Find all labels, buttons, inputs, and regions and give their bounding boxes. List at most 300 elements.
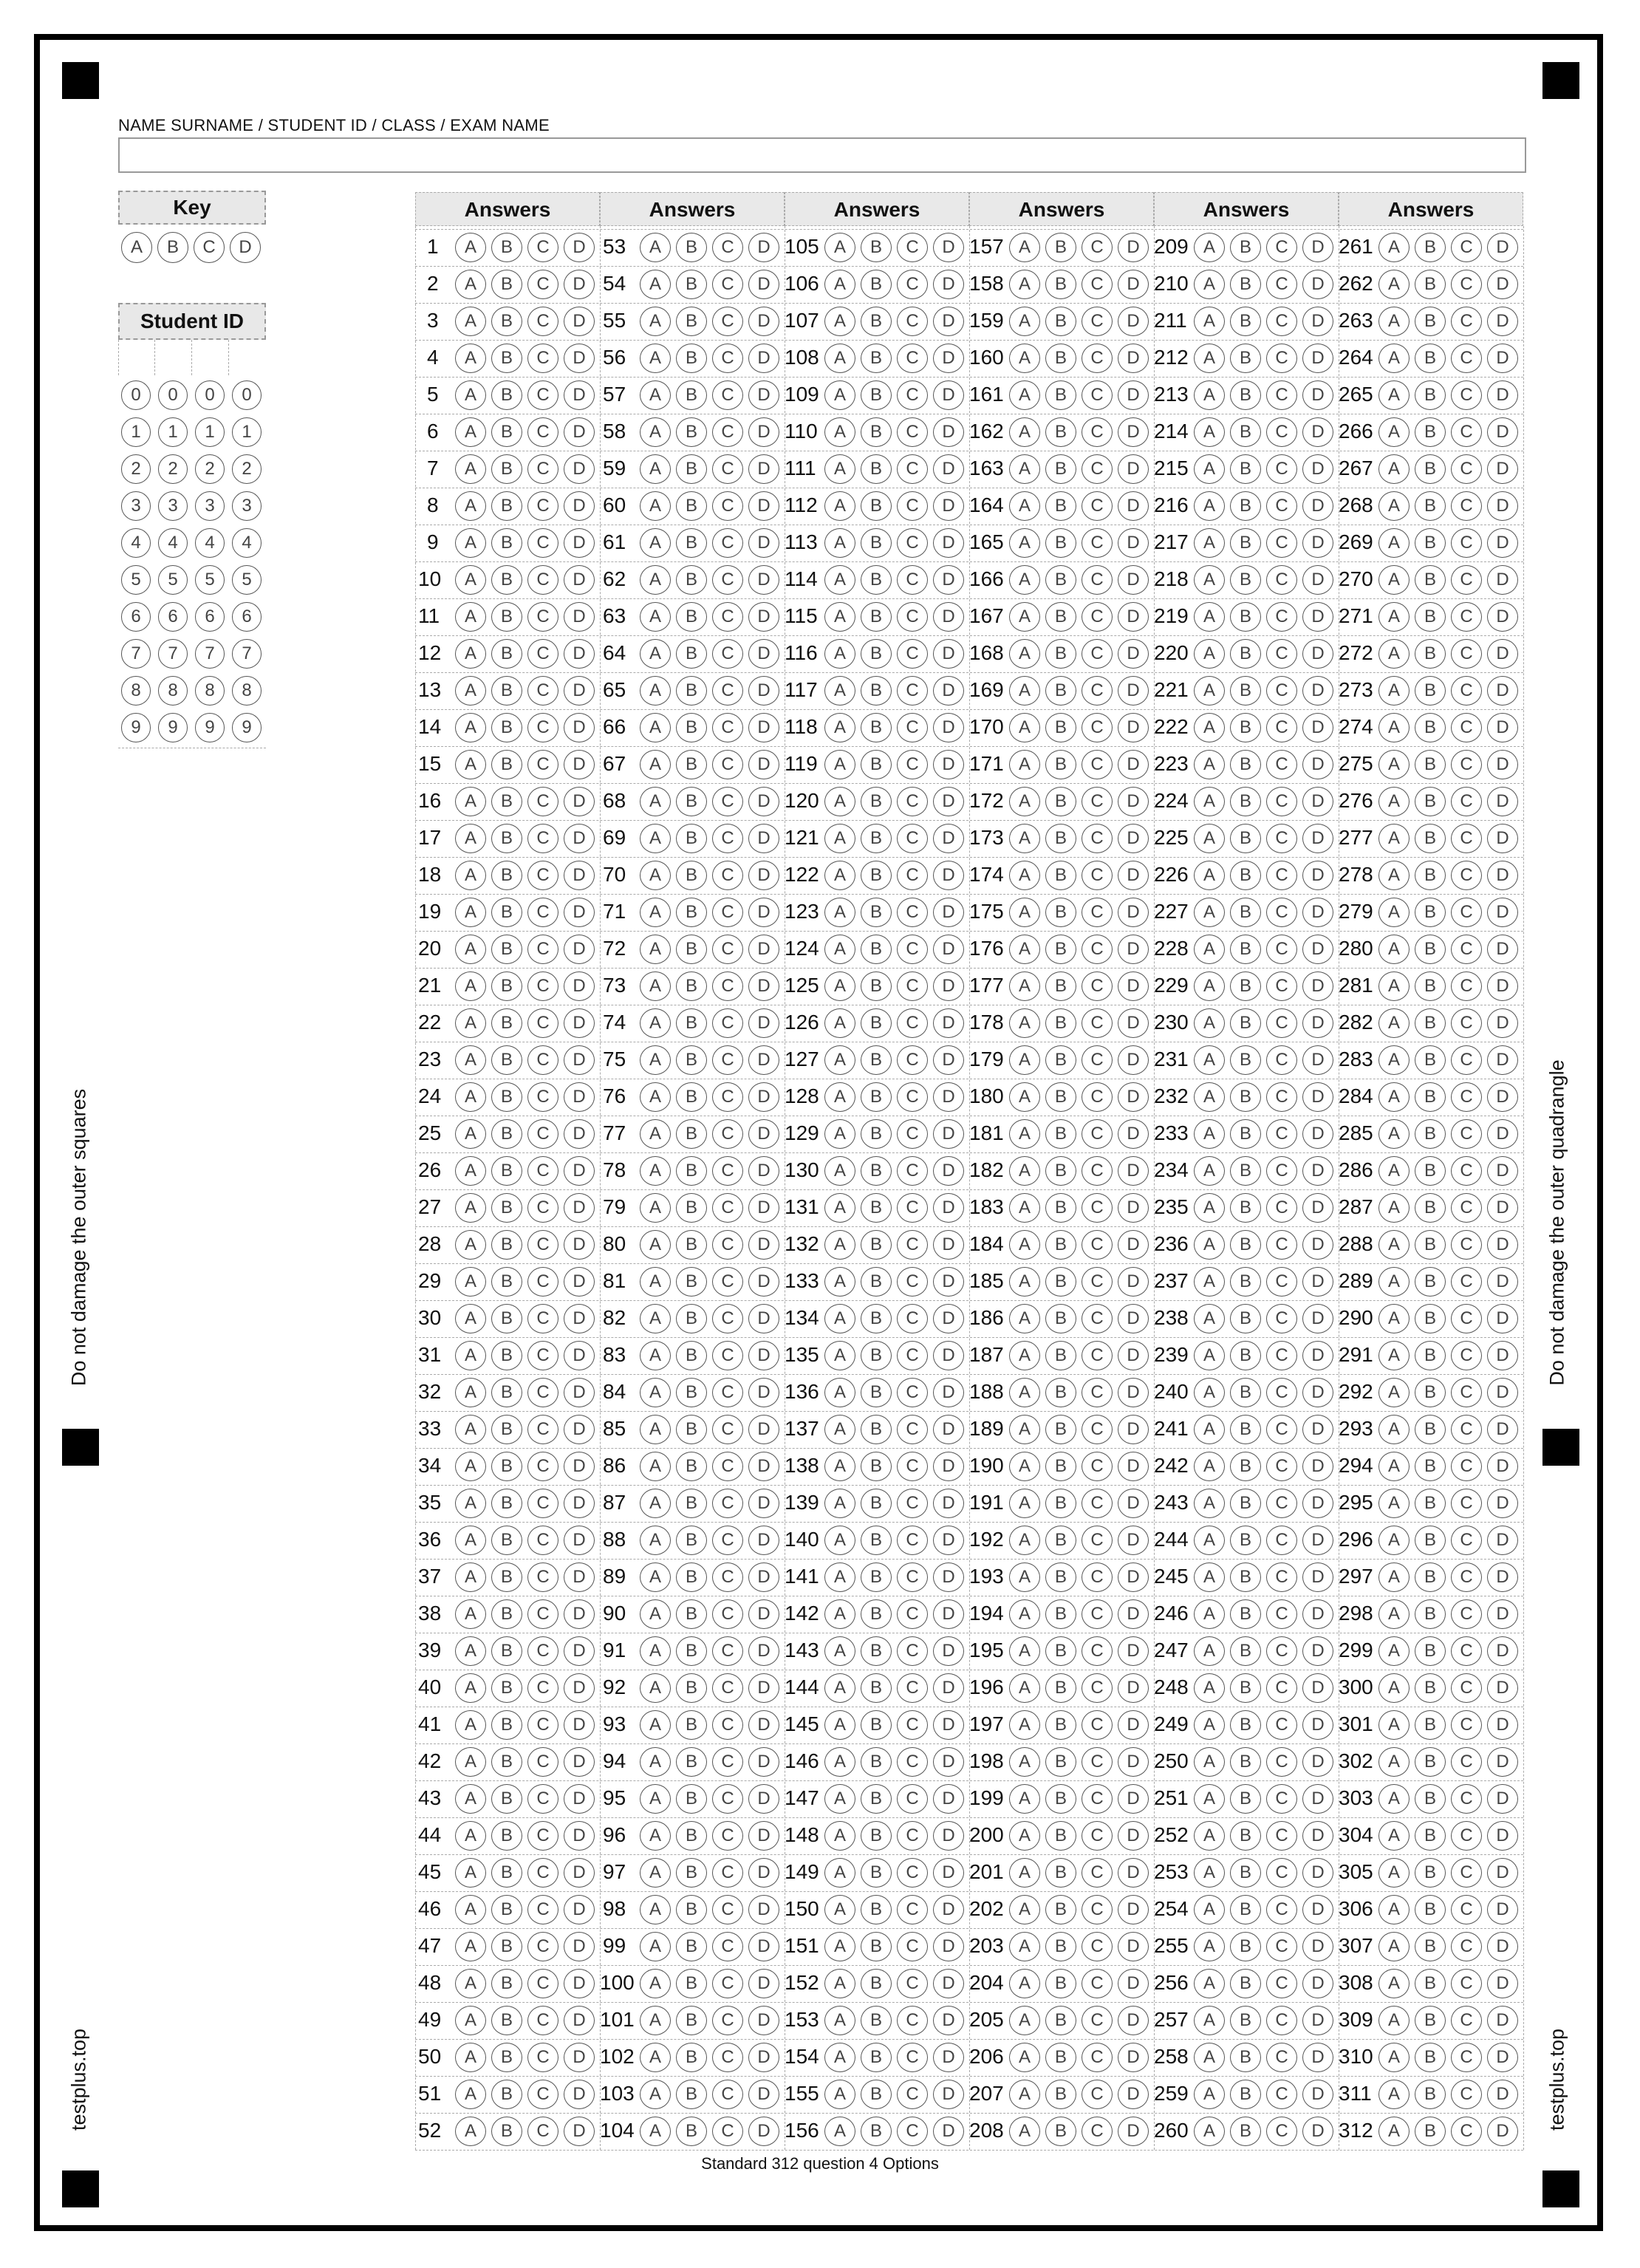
answer-bubble-d[interactable]: D <box>1302 713 1333 742</box>
answer-bubble-c[interactable]: C <box>897 639 928 669</box>
answer-bubble-c[interactable]: C <box>527 861 558 890</box>
answer-bubble-a[interactable]: A <box>455 639 486 669</box>
answer-bubble-d[interactable]: D <box>1487 2117 1518 2146</box>
answer-bubble-a[interactable]: A <box>640 1858 671 1888</box>
answer-bubble-a[interactable]: A <box>1194 491 1225 521</box>
answer-bubble-b[interactable]: B <box>861 1452 892 1481</box>
answer-bubble-c[interactable]: C <box>897 713 928 742</box>
answer-bubble-b[interactable]: B <box>676 1082 707 1112</box>
answer-bubble-a[interactable]: A <box>1009 1673 1040 1703</box>
answer-bubble-b[interactable]: B <box>1415 454 1446 484</box>
answer-bubble-c[interactable]: C <box>712 1636 743 1666</box>
student-id-bubble[interactable]: 9 <box>232 713 262 742</box>
answer-bubble-d[interactable]: D <box>748 1378 779 1407</box>
answer-bubble-a[interactable]: A <box>1009 1858 1040 1888</box>
answer-bubble-a[interactable]: A <box>1009 898 1040 927</box>
answer-bubble-b[interactable]: B <box>861 602 892 632</box>
answer-bubble-a[interactable]: A <box>1009 787 1040 816</box>
answer-bubble-c[interactable]: C <box>1266 1045 1297 1075</box>
answer-bubble-d[interactable]: D <box>564 824 595 853</box>
answer-bubble-d[interactable]: D <box>564 1969 595 1998</box>
answer-bubble-b[interactable]: B <box>1415 1710 1446 1740</box>
answer-bubble-a[interactable]: A <box>1009 2006 1040 2035</box>
answer-bubble-b[interactable]: B <box>861 639 892 669</box>
answer-bubble-b[interactable]: B <box>1045 713 1076 742</box>
answer-bubble-d[interactable]: D <box>1487 1747 1518 1777</box>
answer-bubble-d[interactable]: D <box>748 565 779 595</box>
answer-bubble-c[interactable]: C <box>527 1304 558 1333</box>
answer-bubble-b[interactable]: B <box>1230 565 1261 595</box>
answer-bubble-c[interactable]: C <box>527 528 558 558</box>
answer-bubble-b[interactable]: B <box>1415 1562 1446 1592</box>
answer-bubble-a[interactable]: A <box>640 1636 671 1666</box>
answer-bubble-b[interactable]: B <box>1230 676 1261 706</box>
answer-bubble-c[interactable]: C <box>1266 344 1297 373</box>
answer-bubble-d[interactable]: D <box>933 1156 964 1186</box>
answer-bubble-d[interactable]: D <box>1487 971 1518 1001</box>
answer-bubble-a[interactable]: A <box>1009 1082 1040 1112</box>
answer-bubble-a[interactable]: A <box>1009 270 1040 299</box>
answer-bubble-c[interactable]: C <box>1266 1230 1297 1260</box>
answer-bubble-d[interactable]: D <box>1302 1341 1333 1370</box>
answer-bubble-c[interactable]: C <box>712 750 743 779</box>
answer-bubble-b[interactable]: B <box>676 1747 707 1777</box>
answer-bubble-c[interactable]: C <box>1266 1082 1297 1112</box>
answer-bubble-a[interactable]: A <box>640 713 671 742</box>
answer-bubble-d[interactable]: D <box>1487 750 1518 779</box>
answer-bubble-b[interactable]: B <box>1230 2043 1261 2072</box>
answer-bubble-d[interactable]: D <box>1118 898 1149 927</box>
answer-bubble-b[interactable]: B <box>1230 528 1261 558</box>
answer-bubble-c[interactable]: C <box>1451 1969 1482 1998</box>
answer-bubble-c[interactable]: C <box>1266 380 1297 410</box>
answer-bubble-d[interactable]: D <box>933 380 964 410</box>
answer-bubble-d[interactable]: D <box>1487 2043 1518 2072</box>
answer-bubble-d[interactable]: D <box>1487 935 1518 964</box>
answer-bubble-a[interactable]: A <box>1378 713 1410 742</box>
answer-bubble-b[interactable]: B <box>1045 233 1076 262</box>
answer-bubble-c[interactable]: C <box>1082 1858 1113 1888</box>
answer-bubble-d[interactable]: D <box>1302 2006 1333 2035</box>
answer-bubble-d[interactable]: D <box>748 898 779 927</box>
answer-bubble-b[interactable]: B <box>861 1821 892 1851</box>
answer-bubble-c[interactable]: C <box>527 1858 558 1888</box>
answer-bubble-d[interactable]: D <box>1487 344 1518 373</box>
answer-bubble-a[interactable]: A <box>824 1821 855 1851</box>
answer-bubble-a[interactable]: A <box>640 1821 671 1851</box>
answer-bubble-d[interactable]: D <box>1302 1193 1333 1223</box>
answer-bubble-c[interactable]: C <box>897 2043 928 2072</box>
answer-bubble-d[interactable]: D <box>1118 2080 1149 2109</box>
answer-bubble-d[interactable]: D <box>933 1045 964 1075</box>
answer-bubble-c[interactable]: C <box>1082 676 1113 706</box>
answer-bubble-c[interactable]: C <box>1082 1341 1113 1370</box>
answer-bubble-a[interactable]: A <box>1378 1526 1410 1555</box>
answer-bubble-c[interactable]: C <box>712 491 743 521</box>
answer-bubble-c[interactable]: C <box>897 935 928 964</box>
answer-bubble-a[interactable]: A <box>455 1378 486 1407</box>
answer-bubble-b[interactable]: B <box>491 1267 522 1297</box>
answer-bubble-c[interactable]: C <box>897 380 928 410</box>
answer-bubble-d[interactable]: D <box>1118 602 1149 632</box>
student-id-bubble[interactable]: 3 <box>121 491 151 521</box>
answer-bubble-b[interactable]: B <box>861 1341 892 1370</box>
answer-bubble-c[interactable]: C <box>1082 1562 1113 1592</box>
answer-bubble-b[interactable]: B <box>1415 1599 1446 1629</box>
answer-bubble-c[interactable]: C <box>1451 1489 1482 1518</box>
answer-bubble-d[interactable]: D <box>564 2006 595 2035</box>
answer-bubble-c[interactable]: C <box>1082 750 1113 779</box>
answer-bubble-c[interactable]: C <box>897 1784 928 1814</box>
answer-bubble-a[interactable]: A <box>1194 1710 1225 1740</box>
answer-bubble-b[interactable]: B <box>676 971 707 1001</box>
answer-bubble-c[interactable]: C <box>1266 935 1297 964</box>
answer-bubble-a[interactable]: A <box>1009 1895 1040 1924</box>
answer-bubble-a[interactable]: A <box>1194 1747 1225 1777</box>
answer-bubble-b[interactable]: B <box>1230 380 1261 410</box>
answer-bubble-a[interactable]: A <box>1009 1636 1040 1666</box>
answer-bubble-c[interactable]: C <box>527 491 558 521</box>
answer-bubble-d[interactable]: D <box>933 233 964 262</box>
answer-bubble-c[interactable]: C <box>712 1008 743 1038</box>
answer-bubble-d[interactable]: D <box>1302 1045 1333 1075</box>
answer-bubble-d[interactable]: D <box>1302 676 1333 706</box>
answer-bubble-c[interactable]: C <box>1451 1341 1482 1370</box>
answer-bubble-b[interactable]: B <box>1415 417 1446 447</box>
answer-bubble-d[interactable]: D <box>564 1599 595 1629</box>
answer-bubble-a[interactable]: A <box>1378 491 1410 521</box>
answer-bubble-b[interactable]: B <box>861 1636 892 1666</box>
answer-bubble-b[interactable]: B <box>676 2043 707 2072</box>
answer-bubble-c[interactable]: C <box>527 787 558 816</box>
student-id-bubble[interactable]: 2 <box>195 454 225 484</box>
answer-bubble-a[interactable]: A <box>455 935 486 964</box>
answer-bubble-b[interactable]: B <box>491 1969 522 1998</box>
answer-bubble-d[interactable]: D <box>748 935 779 964</box>
answer-bubble-c[interactable]: C <box>1266 1784 1297 1814</box>
answer-bubble-a[interactable]: A <box>455 824 486 853</box>
answer-bubble-d[interactable]: D <box>1487 1304 1518 1333</box>
answer-bubble-a[interactable]: A <box>824 1599 855 1629</box>
answer-bubble-b[interactable]: B <box>1045 1008 1076 1038</box>
answer-bubble-d[interactable]: D <box>933 898 964 927</box>
student-id-bubble[interactable]: 3 <box>158 491 188 521</box>
answer-bubble-b[interactable]: B <box>491 1008 522 1038</box>
answer-bubble-d[interactable]: D <box>1487 1969 1518 1998</box>
answer-bubble-b[interactable]: B <box>1045 1230 1076 1260</box>
answer-bubble-b[interactable]: B <box>676 1969 707 1998</box>
answer-bubble-d[interactable]: D <box>564 1710 595 1740</box>
answer-bubble-b[interactable]: B <box>1045 454 1076 484</box>
answer-bubble-b[interactable]: B <box>1230 307 1261 336</box>
answer-bubble-a[interactable]: A <box>455 787 486 816</box>
answer-bubble-d[interactable]: D <box>1118 639 1149 669</box>
answer-bubble-a[interactable]: A <box>1009 824 1040 853</box>
answer-bubble-c[interactable]: C <box>1082 861 1113 890</box>
answer-bubble-c[interactable]: C <box>1082 1969 1113 1998</box>
answer-bubble-a[interactable]: A <box>1194 1636 1225 1666</box>
answer-bubble-a[interactable]: A <box>455 1562 486 1592</box>
answer-bubble-b[interactable]: B <box>1045 1784 1076 1814</box>
answer-bubble-d[interactable]: D <box>748 1267 779 1297</box>
answer-bubble-a[interactable]: A <box>640 1230 671 1260</box>
answer-bubble-d[interactable]: D <box>1118 380 1149 410</box>
student-id-bubble[interactable]: 7 <box>195 639 225 669</box>
answer-bubble-b[interactable]: B <box>1230 1378 1261 1407</box>
answer-bubble-c[interactable]: C <box>527 1156 558 1186</box>
answer-bubble-a[interactable]: A <box>1009 1341 1040 1370</box>
answer-bubble-b[interactable]: B <box>861 344 892 373</box>
answer-bubble-c[interactable]: C <box>712 454 743 484</box>
answer-bubble-b[interactable]: B <box>1415 1082 1446 1112</box>
answer-bubble-c[interactable]: C <box>527 2080 558 2109</box>
answer-bubble-a[interactable]: A <box>455 1932 486 1961</box>
answer-bubble-d[interactable]: D <box>748 2117 779 2146</box>
answer-bubble-b[interactable]: B <box>1230 1599 1261 1629</box>
answer-bubble-b[interactable]: B <box>1230 1119 1261 1149</box>
answer-bubble-d[interactable]: D <box>748 344 779 373</box>
student-id-bubble[interactable]: 6 <box>121 602 151 632</box>
answer-bubble-a[interactable]: A <box>1378 1082 1410 1112</box>
answer-bubble-a[interactable]: A <box>824 602 855 632</box>
answer-bubble-d[interactable]: D <box>1302 380 1333 410</box>
answer-bubble-d[interactable]: D <box>564 1193 595 1223</box>
answer-bubble-b[interactable]: B <box>1045 1636 1076 1666</box>
answer-bubble-d[interactable]: D <box>748 307 779 336</box>
answer-bubble-a[interactable]: A <box>455 1008 486 1038</box>
answer-bubble-b[interactable]: B <box>491 1932 522 1961</box>
answer-bubble-d[interactable]: D <box>1118 1119 1149 1149</box>
answer-bubble-d[interactable]: D <box>1118 1415 1149 1444</box>
answer-bubble-a[interactable]: A <box>1194 787 1225 816</box>
answer-bubble-a[interactable]: A <box>455 270 486 299</box>
student-id-bubble[interactable]: 1 <box>121 417 151 447</box>
answer-bubble-a[interactable]: A <box>640 528 671 558</box>
answer-bubble-b[interactable]: B <box>861 307 892 336</box>
answer-bubble-d[interactable]: D <box>1487 787 1518 816</box>
answer-bubble-d[interactable]: D <box>1118 971 1149 1001</box>
answer-bubble-b[interactable]: B <box>491 417 522 447</box>
answer-bubble-b[interactable]: B <box>1415 1452 1446 1481</box>
answer-bubble-b[interactable]: B <box>861 1119 892 1149</box>
answer-bubble-d[interactable]: D <box>748 1082 779 1112</box>
answer-bubble-d[interactable]: D <box>748 233 779 262</box>
answer-bubble-d[interactable]: D <box>564 1489 595 1518</box>
answer-bubble-d[interactable]: D <box>1487 1673 1518 1703</box>
answer-bubble-a[interactable]: A <box>824 1932 855 1961</box>
answer-bubble-a[interactable]: A <box>640 935 671 964</box>
answer-bubble-b[interactable]: B <box>861 1008 892 1038</box>
answer-bubble-c[interactable]: C <box>712 1452 743 1481</box>
answer-bubble-d[interactable]: D <box>1118 861 1149 890</box>
answer-bubble-a[interactable]: A <box>1378 1008 1410 1038</box>
answer-bubble-a[interactable]: A <box>455 1710 486 1740</box>
answer-bubble-d[interactable]: D <box>1302 270 1333 299</box>
answer-bubble-b[interactable]: B <box>1230 935 1261 964</box>
answer-bubble-c[interactable]: C <box>1082 491 1113 521</box>
answer-bubble-b[interactable]: B <box>1230 1858 1261 1888</box>
answer-bubble-b[interactable]: B <box>1415 380 1446 410</box>
answer-bubble-d[interactable]: D <box>748 1636 779 1666</box>
answer-bubble-a[interactable]: A <box>1378 1673 1410 1703</box>
name-field[interactable] <box>118 137 1526 173</box>
answer-bubble-a[interactable]: A <box>1194 713 1225 742</box>
answer-bubble-d[interactable]: D <box>1302 935 1333 964</box>
answer-bubble-c[interactable]: C <box>1082 270 1113 299</box>
answer-bubble-c[interactable]: C <box>527 1969 558 1998</box>
answer-bubble-b[interactable]: B <box>1230 1415 1261 1444</box>
answer-bubble-c[interactable]: C <box>1266 2043 1297 2072</box>
answer-bubble-d[interactable]: D <box>933 565 964 595</box>
answer-bubble-d[interactable]: D <box>933 2117 964 2146</box>
answer-bubble-c[interactable]: C <box>527 1378 558 1407</box>
answer-bubble-a[interactable]: A <box>824 307 855 336</box>
answer-bubble-b[interactable]: B <box>491 1415 522 1444</box>
answer-bubble-d[interactable]: D <box>564 1230 595 1260</box>
answer-bubble-c[interactable]: C <box>712 1341 743 1370</box>
answer-bubble-a[interactable]: A <box>1378 417 1410 447</box>
answer-bubble-a[interactable]: A <box>824 1969 855 1998</box>
student-id-bubble[interactable]: 9 <box>195 713 225 742</box>
answer-bubble-d[interactable]: D <box>748 1341 779 1370</box>
answer-bubble-b[interactable]: B <box>1230 1895 1261 1924</box>
answer-bubble-c[interactable]: C <box>1451 491 1482 521</box>
answer-bubble-b[interactable]: B <box>491 1599 522 1629</box>
answer-bubble-c[interactable]: C <box>1451 233 1482 262</box>
answer-bubble-a[interactable]: A <box>1194 1858 1225 1888</box>
answer-bubble-b[interactable]: B <box>491 898 522 927</box>
answer-bubble-c[interactable]: C <box>527 1673 558 1703</box>
answer-bubble-c[interactable]: C <box>1266 1415 1297 1444</box>
answer-bubble-c[interactable]: C <box>712 971 743 1001</box>
answer-bubble-a[interactable]: A <box>1194 1193 1225 1223</box>
answer-bubble-c[interactable]: C <box>1082 1526 1113 1555</box>
answer-bubble-d[interactable]: D <box>1487 1599 1518 1629</box>
answer-bubble-d[interactable]: D <box>748 1710 779 1740</box>
answer-bubble-b[interactable]: B <box>861 1932 892 1961</box>
answer-bubble-d[interactable]: D <box>1118 1008 1149 1038</box>
answer-bubble-b[interactable]: B <box>1415 1489 1446 1518</box>
answer-bubble-a[interactable]: A <box>824 1267 855 1297</box>
answer-bubble-b[interactable]: B <box>1045 1267 1076 1297</box>
answer-bubble-b[interactable]: B <box>676 2006 707 2035</box>
answer-bubble-c[interactable]: C <box>1082 2117 1113 2146</box>
answer-bubble-b[interactable]: B <box>1415 307 1446 336</box>
answer-bubble-c[interactable]: C <box>1451 1378 1482 1407</box>
answer-bubble-c[interactable]: C <box>1266 750 1297 779</box>
answer-bubble-c[interactable]: C <box>1451 1230 1482 1260</box>
answer-bubble-c[interactable]: C <box>712 2080 743 2109</box>
answer-bubble-a[interactable]: A <box>824 1710 855 1740</box>
answer-bubble-a[interactable]: A <box>824 270 855 299</box>
answer-bubble-c[interactable]: C <box>1266 1673 1297 1703</box>
answer-bubble-a[interactable]: A <box>1194 2043 1225 2072</box>
answer-bubble-b[interactable]: B <box>1045 528 1076 558</box>
answer-bubble-b[interactable]: B <box>1415 1378 1446 1407</box>
answer-bubble-a[interactable]: A <box>455 2117 486 2146</box>
answer-bubble-b[interactable]: B <box>491 787 522 816</box>
answer-bubble-b[interactable]: B <box>1045 861 1076 890</box>
answer-bubble-c[interactable]: C <box>1266 565 1297 595</box>
answer-bubble-c[interactable]: C <box>1451 1156 1482 1186</box>
answer-bubble-c[interactable]: C <box>527 1193 558 1223</box>
answer-bubble-b[interactable]: B <box>861 1673 892 1703</box>
answer-bubble-d[interactable]: D <box>564 565 595 595</box>
answer-bubble-c[interactable]: C <box>1082 1082 1113 1112</box>
answer-bubble-a[interactable]: A <box>455 1304 486 1333</box>
answer-bubble-d[interactable]: D <box>564 1156 595 1186</box>
answer-bubble-d[interactable]: D <box>1487 1895 1518 1924</box>
answer-bubble-d[interactable]: D <box>1118 1230 1149 1260</box>
answer-bubble-c[interactable]: C <box>1451 2043 1482 2072</box>
student-id-bubble[interactable]: 2 <box>232 454 262 484</box>
answer-bubble-a[interactable]: A <box>1194 1562 1225 1592</box>
answer-bubble-d[interactable]: D <box>748 2006 779 2035</box>
answer-bubble-c[interactable]: C <box>527 1710 558 1740</box>
answer-bubble-c[interactable]: C <box>527 676 558 706</box>
answer-bubble-c[interactable]: C <box>1451 1673 1482 1703</box>
answer-bubble-c[interactable]: C <box>1266 1599 1297 1629</box>
answer-bubble-b[interactable]: B <box>1415 861 1446 890</box>
answer-bubble-d[interactable]: D <box>564 528 595 558</box>
answer-bubble-a[interactable]: A <box>1194 1304 1225 1333</box>
answer-bubble-c[interactable]: C <box>527 1230 558 1260</box>
answer-bubble-b[interactable]: B <box>1415 1341 1446 1370</box>
answer-bubble-d[interactable]: D <box>1118 307 1149 336</box>
answer-bubble-c[interactable]: C <box>527 1784 558 1814</box>
answer-bubble-d[interactable]: D <box>564 233 595 262</box>
answer-bubble-c[interactable]: C <box>1082 417 1113 447</box>
answer-bubble-d[interactable]: D <box>1302 1008 1333 1038</box>
answer-bubble-b[interactable]: B <box>676 2117 707 2146</box>
answer-bubble-a[interactable]: A <box>1009 1784 1040 1814</box>
answer-bubble-d[interactable]: D <box>933 1489 964 1518</box>
answer-bubble-b[interactable]: B <box>861 2043 892 2072</box>
answer-bubble-b[interactable]: B <box>861 1526 892 1555</box>
answer-bubble-b[interactable]: B <box>1415 1821 1446 1851</box>
answer-bubble-a[interactable]: A <box>1194 824 1225 853</box>
answer-bubble-b[interactable]: B <box>1230 1341 1261 1370</box>
answer-bubble-c[interactable]: C <box>712 1858 743 1888</box>
answer-bubble-b[interactable]: B <box>1415 750 1446 779</box>
answer-bubble-b[interactable]: B <box>676 307 707 336</box>
answer-bubble-c[interactable]: C <box>897 1636 928 1666</box>
answer-bubble-a[interactable]: A <box>1378 1858 1410 1888</box>
answer-bubble-c[interactable]: C <box>1266 1452 1297 1481</box>
answer-bubble-c[interactable]: C <box>897 1489 928 1518</box>
answer-bubble-a[interactable]: A <box>455 417 486 447</box>
answer-bubble-a[interactable]: A <box>824 565 855 595</box>
student-id-bubble[interactable]: 1 <box>195 417 225 447</box>
answer-bubble-b[interactable]: B <box>1230 2117 1261 2146</box>
answer-bubble-d[interactable]: D <box>933 454 964 484</box>
answer-bubble-a[interactable]: A <box>1009 971 1040 1001</box>
answer-bubble-d[interactable]: D <box>1302 233 1333 262</box>
answer-bubble-b[interactable]: B <box>491 565 522 595</box>
answer-bubble-a[interactable]: A <box>455 971 486 1001</box>
answer-bubble-b[interactable]: B <box>1045 935 1076 964</box>
answer-bubble-a[interactable]: A <box>1009 417 1040 447</box>
answer-bubble-a[interactable]: A <box>1378 1747 1410 1777</box>
answer-bubble-d[interactable]: D <box>1118 344 1149 373</box>
answer-bubble-a[interactable]: A <box>1194 528 1225 558</box>
answer-bubble-c[interactable]: C <box>1451 1636 1482 1666</box>
answer-bubble-b[interactable]: B <box>491 2043 522 2072</box>
answer-bubble-d[interactable]: D <box>1487 1932 1518 1961</box>
answer-bubble-d[interactable]: D <box>1302 787 1333 816</box>
answer-bubble-a[interactable]: A <box>640 1932 671 1961</box>
answer-bubble-c[interactable]: C <box>1451 1599 1482 1629</box>
